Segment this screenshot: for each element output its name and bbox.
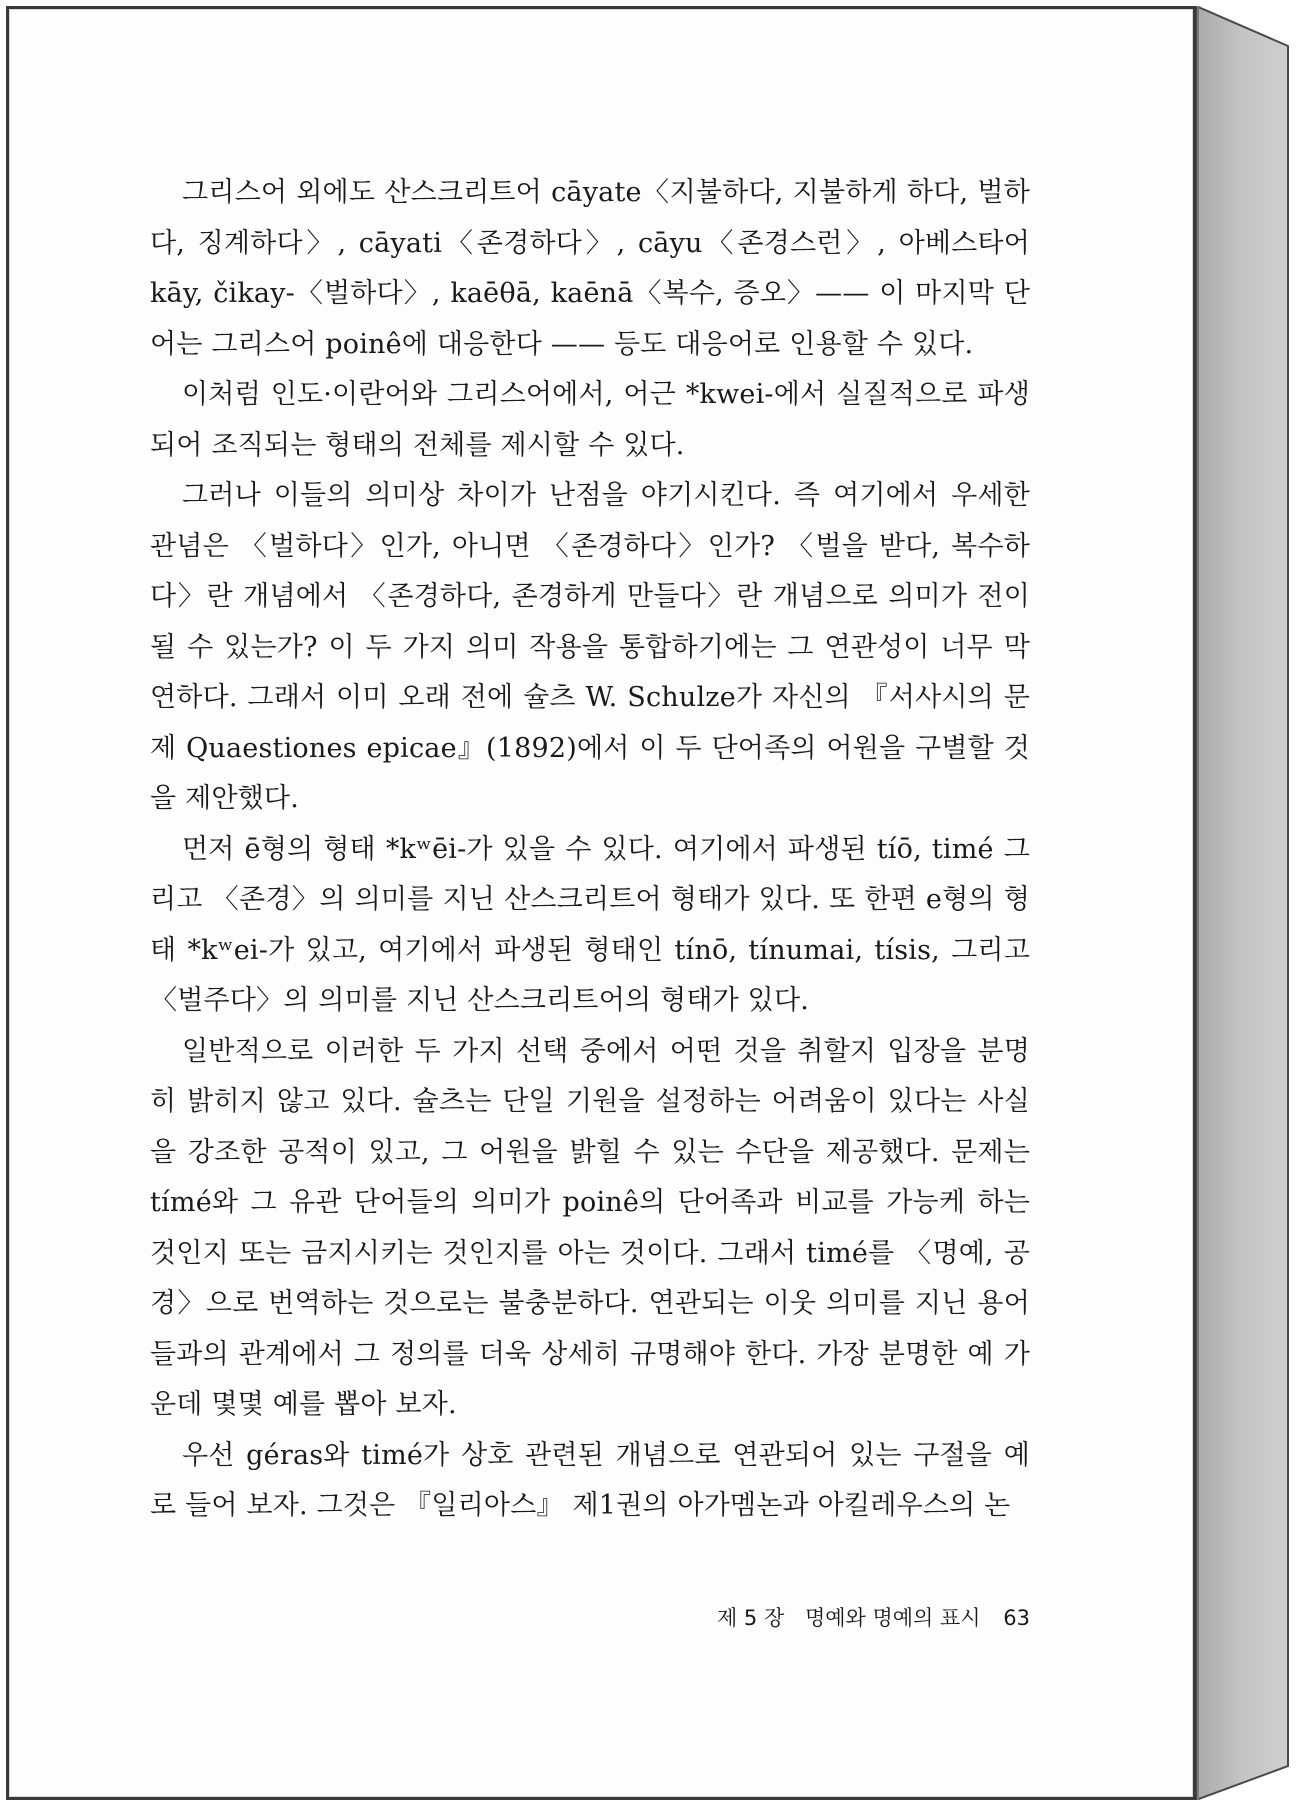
paragraph: 일반적으로 이러한 두 가지 선택 중에서 어떤 것을 취할지 입장을 분명히 밝히지 않고 있다. 슐츠는 단일 기원을 설정하는 어려움이 있다는 사실을 강조한 공적이 있고, 그 어원을 밝힐 수 있는 수단을 제공했다. 문제는 tímé와 그 유관 단어들의 의미가 poinê의 단어족과 비교를 가능케 하는 것인지 또는 금지시키는 것인지를 아는 것이다. 그래서 timé를 〈명예, 공경〉으로 번역하는 것으로는 불충분하다. 연관되는 이웃 의미를 지닌 용어들과의 관계에서 그 정의를 더욱 상세히 규명해야 한다. 가장 분명한 예 가운데 몇몇 예를 뽑아 보자.	[150, 1035, 1030, 1420]
paragraph: 이처럼 인도·이란어와 그리스어에서, 어근 *kwei-에서 실질적으로 파생되어 조직되는 형태의 전체를 제시할 수 있다.	[150, 379, 1030, 461]
page-number: 63	[1003, 1606, 1030, 1630]
page-edge-stack	[1196, 6, 1296, 1800]
body-text	[150, 168, 1030, 1532]
paragraph: 우선 géras와 timé가 상호 관련된 개념으로 연관되어 있는 구절을 예로 들어 보자. 그것은 『일리아스』 제1권의 아가멤논과 아킬레우스의 논	[150, 1439, 1030, 1521]
paragraph: 먼저 ē형의 형태 *kʷēi-가 있을 수 있다. 여기에서 파생된 tíō, timé 그리고 〈존경〉의 의미를 지닌 산스크리트어 형태가 있다. 또 한편 e형의 형태 *kʷei-가 있고, 여기에서 파생된 형태인 tínō, tínumai, tísis, 그리고 〈벌주다〉의 의미를 지닌 산스크리트어의 형태가 있다.	[150, 833, 1030, 1016]
running-footer	[650, 1602, 1030, 1632]
paragraph: 그리스어 외에도 산스크리트어 cāyate〈지불하다, 지불하게 하다, 벌하다, 징계하다〉, cāyati〈존경하다〉, cāyu〈존경스런〉, 아베스타어 kāy, čikay-〈벌하다〉, kaēθā, kaēnā〈복수, 증오〉—— 이 마지막 단어는 그리스어 poinê에 대응한다 —— 등도 대응어로 인용할 수 있다.	[150, 177, 1030, 360]
footer-chapter: 제 5 장	[716, 1606, 785, 1630]
page-edge-shading	[1196, 6, 1296, 1800]
paragraph: 그러나 이들의 의미상 차이가 난점을 야기시킨다. 즉 여기에서 우세한 관념은 〈벌하다〉인가, 아니면 〈존경하다〉인가? 〈벌을 받다, 복수하다〉란 개념에서 〈존경하다, 존경하게 만들다〉란 개념으로 의미가 전이될 수 있는가? 이 두 가지 의미 작용을 통합하기에는 그 연관성이 너무 막연하다. 그래서 이미 오래 전에 슐츠 W. Schulze가 자신의 『서사시의 문제 Quaestiones epicae』(1892)에서 이 두 단어족의 어원을 구별할 것을 제안했다.	[150, 480, 1030, 814]
footer-title: 명예와 명예의 표시	[804, 1606, 981, 1630]
